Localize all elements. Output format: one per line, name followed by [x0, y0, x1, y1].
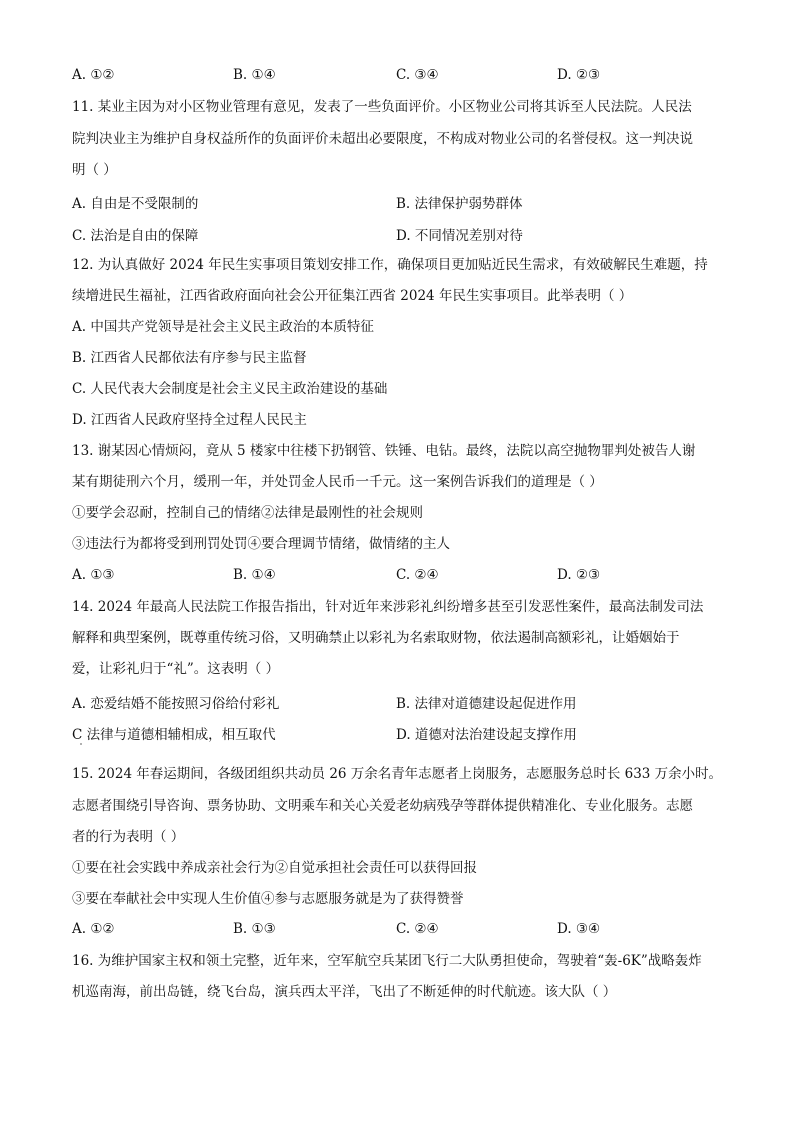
statement-line: ③要在奉献社会中实现人生价值④参与志愿服务就是为了获得赞誉 [72, 891, 464, 907]
option-c: C 法律与道德相辅相成，相互取代 [72, 727, 276, 743]
question-stem-line: 解释和典型案例，既尊重传统习俗，又明确禁止以彩礼为名索取财物，依法遏制高额彩礼，让婚姻始于 [72, 630, 680, 646]
option-d: D. ②③ [557, 67, 601, 83]
question-stem-line: 机巡南海，前出岛链，绕飞台岛，演兵西太平洋，飞出了不断延伸的时代航迹。该大队（ ） [72, 984, 617, 1000]
option-b: B. 法律对道德建设起促进作用 [396, 696, 577, 712]
stray-mark [80, 743, 82, 745]
question-stem-line: 13. 谢某因心情烦闷，竟从 5 楼家中往楼下扔钢管、铁锤、电钻。最终，法院以高空抛物罪判处被告人谢 [72, 443, 696, 459]
question-stem-line: 12. 为认真做好 2024 年民生实事项目策划安排工作，确保项目更加贴近民生需求，有效破解民生难题，持 [72, 257, 708, 273]
statement-line: ①要学会忍耐，控制自己的情绪②法律是最刚性的社会规则 [72, 505, 423, 521]
question-stem-line: 11. 某业主因为对小区物业管理有意见，发表了一些负面评价。小区物业公司将其诉至人民法院。人民法 [72, 99, 692, 115]
option-d: D. 不同情况差别对待 [396, 228, 523, 244]
question-stem-line: 某有期徒刑六个月，缓刑一年，并处罚金人民币一千元。这一案例告诉我们的道理是（ ） [72, 474, 603, 490]
question-stem-line: 续增进民生福祉，江西省政府面向社会公开征集江西省 2024 年民生实事项目。此举表明（ ） [72, 288, 633, 304]
question-stem-line: 14. 2024 年最高人民法院工作报告指出，针对近年来涉彩礼纠纷增多甚至引发恶性案件，最高法制发司法 [72, 599, 704, 615]
question-stem-line: 院判决业主为维护自身权益所作的负面评价未超出必要限度，不构成对物业公司的名誉侵权。这一判决说 [72, 131, 693, 147]
option-a: A. ①③ [72, 567, 115, 583]
question-stem-line: 16. 为维护国家主权和领土完整，近年来，空军航空兵某团飞行二大队勇担使命，驾驶着“轰-6K”战略轰炸 [72, 953, 702, 969]
option-a: A. 中国共产党领导是社会主义民主政治的本质特征 [72, 319, 374, 335]
option-d: D. 江西省人民政府坚持全过程人民民主 [72, 412, 307, 428]
option-c: C. 法治是自由的保障 [72, 228, 199, 244]
option-a: A. ①② [72, 921, 115, 937]
option-d: D. 道德对法治建设起支撑作用 [396, 727, 577, 743]
option-a: A. ①② [72, 67, 115, 83]
question-stem-line: 明（ ） [72, 162, 117, 178]
option-a: A. 自由是不受限制的 [72, 196, 199, 212]
statement-line: ①要在社会实践中养成亲社会行为②自觉承担社会责任可以获得回报 [72, 860, 477, 876]
question-stem-line: 爱，让彩礼归于“礼”。这表明（ ） [72, 661, 280, 677]
option-c: C. ②④ [396, 567, 439, 583]
option-c: C. 人民代表大会制度是社会主义民主政治建设的基础 [72, 381, 388, 397]
option-a: A. 恋爱结婚不能按照习俗给付彩礼 [72, 696, 280, 712]
option-b: B. ①③ [233, 921, 276, 937]
question-stem-line: 志愿者围绕引导咨询、票务协助、文明乘车和关心关爱老幼病残孕等群体提供精准化、专业化服务。志愿 [72, 798, 693, 814]
question-stem-line: 15. 2024 年春运期间，各级团组织共动员 26 万余名青年志愿者上岗服务，志愿服务总时长 633 万余小时。 [72, 766, 723, 782]
option-b: B. 江西省人民都依法有序参与民主监督 [72, 350, 307, 366]
option-b: B. ①④ [233, 67, 276, 83]
statement-line: ③违法行为都将受到刑罚处罚④要合理调节情绪，做情绪的主人 [72, 536, 450, 552]
option-b: B. 法律保护弱势群体 [396, 196, 523, 212]
option-c: C. ②④ [396, 921, 439, 937]
option-c: C. ③④ [396, 67, 439, 83]
question-stem-line: 者的行为表明（ ） [72, 829, 185, 845]
option-d: D. ②③ [557, 567, 601, 583]
option-d: D. ③④ [557, 921, 601, 937]
option-b: B. ①④ [233, 567, 276, 583]
